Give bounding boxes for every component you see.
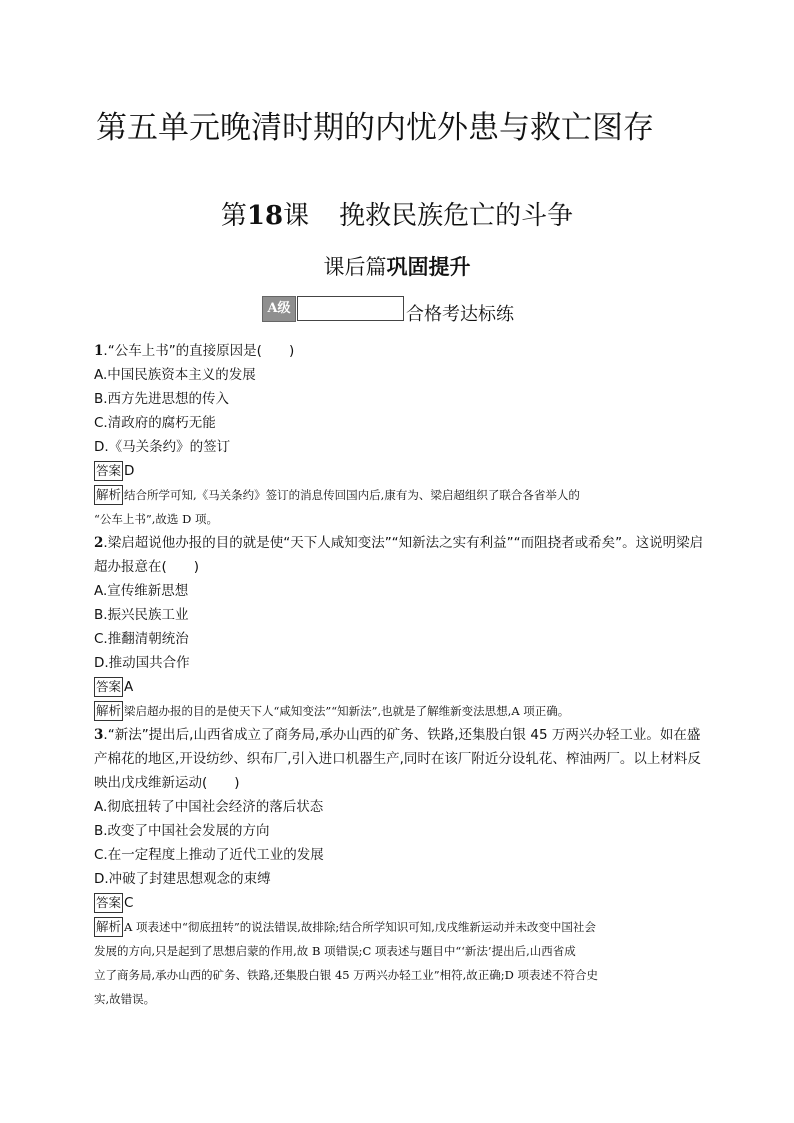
question-stem [94,339,704,363]
option: C.在一定程度上推动了近代工业的发展 [94,847,324,863]
question-number: 3 [94,727,104,743]
answer-value: A [124,679,134,695]
unit-title: 第五单元晚清时期的内忧外患与救亡图存 [96,110,654,146]
explanation-line: A 项表述中“彻底扭转”的说法错误,故排除;结合所学知识可知,戊戌维新运动并未改变中国社会 [124,920,596,934]
question-text: .“新法”提出后,山西省成立了商务局,承办山西的矿务、铁路,还集股白银 45 万两兴办轻工业。如在盛产棉花的地区,开设纺纱、织布厂,引入进口机器生产,同时在该厂附近分设轧花、榨油两厂。以上材料反映出戊戌维新运动( ) [94,727,701,791]
section-title [0,250,794,284]
answer-row [94,891,704,915]
option: A.宣传维新思想 [94,583,189,599]
explanation-tag: 解析 [94,917,123,937]
answer-row [94,459,704,483]
question [94,339,704,531]
level-box [297,296,404,321]
question [94,723,704,1011]
explanation-line: “公车上书”,故选 D 项。 [94,512,218,526]
explanation-tag: 解析 [94,485,123,505]
lesson-number: 18 [246,201,284,231]
answer-value: D [124,463,135,479]
option: C.清政府的腐朽无能 [94,415,216,431]
question-list [94,339,704,1011]
answer-value: C [124,895,134,911]
answer-row [94,675,704,699]
explanation-line: 立了商务局,承办山西的矿务、铁路,还集股白银 45 万两兴办轻工业”相符,故正确;D 项表述不符合史 [94,968,599,982]
explanation-line: 梁启超办报的目的是使天下人“咸知变法”“知新法”,也就是了解维新变法思想,A 项正确。 [124,704,570,718]
question-number: 1 [94,343,104,359]
explanation [94,483,704,531]
answer-tag: 答案 [94,461,123,481]
question-text: .“公车上书”的直接原因是( ) [103,343,295,359]
explanation [94,699,704,723]
question-stem [94,531,704,579]
option: A.彻底扭转了中国社会经济的落后状态 [94,799,324,815]
lesson-name: 挽救民族危亡的斗争 [339,201,574,231]
section-title-part1: 课后篇 [323,255,387,279]
option: B.西方先进思想的传入 [94,391,230,407]
question [94,531,704,723]
lesson-prefix: 第 [220,201,247,231]
question-number: 2 [94,535,104,551]
option: D.《马关条约》的签订 [94,439,231,455]
option: D.冲破了封建思想观念的束缚 [94,871,271,887]
answer-tag: 答案 [94,677,123,697]
section-title-part2: 巩固提升 [386,255,471,279]
explanation [94,915,704,1011]
option: B.改变了中国社会发展的方向 [94,823,270,839]
level-label: 合格考达标练 [406,304,514,325]
explanation-tag: 解析 [94,701,123,721]
option: A.中国民族资本主义的发展 [94,367,256,383]
option: B.振兴民族工业 [94,607,189,623]
explanation-line: 实,故错误。 [94,992,156,1006]
lesson-title [0,196,794,236]
question-stem [94,723,704,795]
option: C.推翻清朝统治 [94,631,189,647]
lesson-suffix: 课 [283,201,310,231]
explanation-line: 结合所学可知,《马关条约》签订的消息传回国内后,康有为、梁启超组织了联合各省举人的 [124,488,580,502]
level-header [262,296,562,326]
level-badge: A级 [262,296,296,322]
answer-tag: 答案 [94,893,123,913]
question-text: .梁启超说他办报的目的就是使“天下人咸知变法”“知新法之实有利益”“而阻挠者或希矣”。这说明梁启超办报意在( ) [94,535,704,575]
option: D.推动国共合作 [94,655,190,671]
explanation-line: 发展的方向,只是起到了思想启蒙的作用,故 B 项错误;C 项表述与题目中“‘新法’提出后,山西省成 [94,944,576,958]
